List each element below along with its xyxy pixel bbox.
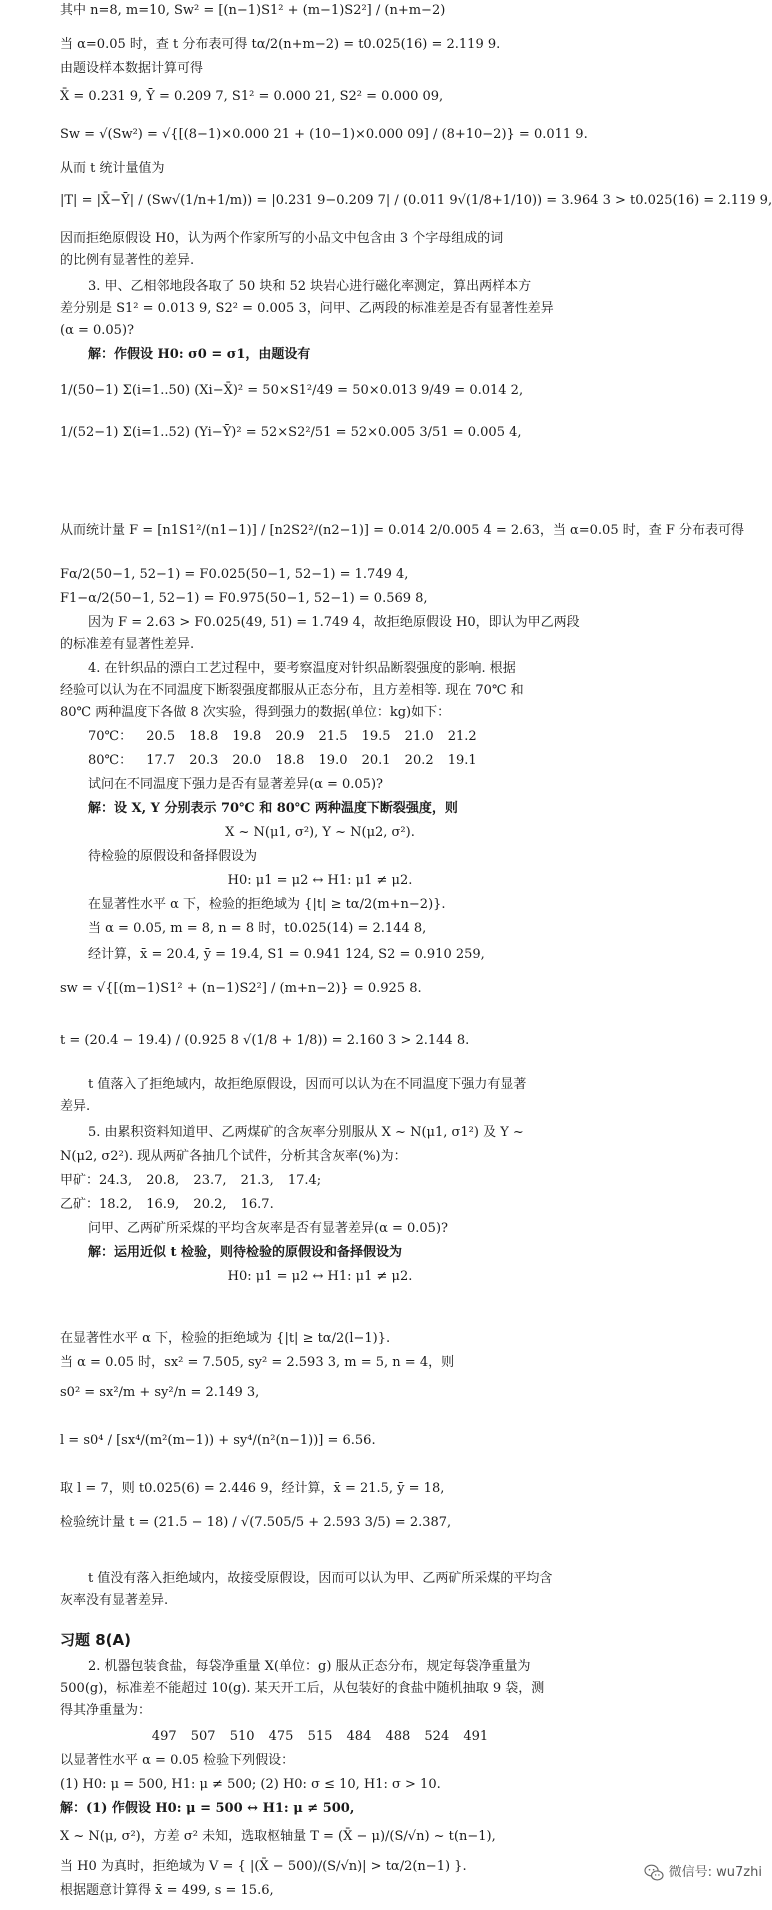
text-line: H0: μ1 = μ2 ↔ H1: μ1 ≠ μ2. <box>227 873 413 888</box>
text-line: 经计算，x̄ = 20.4, ȳ = 19.4, S1 = 0.941 124, S2 = 0.910 259, <box>88 947 485 962</box>
text-line: X ~ N(μ, σ²)，方差 σ² 未知，选取枢轴量 T = (X̄ − μ)/(S/√n) ~ t(n−1), <box>60 1829 496 1844</box>
text-line: 80℃： 17.7 20.3 20.0 18.8 19.0 20.1 20.2 19.1 <box>88 753 477 768</box>
text-line: 2. 机器包装食盐，每袋净重量 X(单位：g) 服从正态分布，规定每袋净重量为 <box>88 1659 531 1674</box>
text-line: 的比例有显著性的差异. <box>60 253 195 268</box>
text-line: X ~ N(μ1, σ²), Y ~ N(μ2, σ²). <box>225 825 415 840</box>
text-line: |T| = |X̄−Ȳ| / (Sw√(1/n+1/m)) = |0.231 9−0.209 7| / (0.011 9√(1/8+1/10)) = 3.964 3 > t0.025(16) = 2.119 9, <box>60 193 772 208</box>
text-line: 80℃ 两种温度下各做 8 次实验，得到强力的数据(单位：kg)如下： <box>60 705 451 720</box>
text-line: 差分别是 S1² = 0.013 9, S2² = 0.005 3，问甲、乙两段的标准差是否有显著性差异 <box>60 301 554 316</box>
text-line: 习题 8(A) <box>60 1631 131 1649</box>
text-line: 497 507 510 475 515 484 488 524 491 <box>151 1729 489 1744</box>
text-line: t 值落入了拒绝域内，故拒绝原假设，因而可以认为在不同温度下强力有显著 <box>88 1077 527 1092</box>
text-line: 5. 由累积资料知道甲、乙两煤矿的含灰率分别服从 X ~ N(μ1, σ1²) 及 Y ~ <box>88 1125 524 1140</box>
text-line: 解：运用近似 t 检验，则待检验的原假设和备择假设为 <box>88 1245 403 1260</box>
text-line: 4. 在针织品的漂白工艺过程中，要考察温度对针织品断裂强度的影响. 根据 <box>88 661 516 676</box>
text-line: 解：设 X, Y 分别表示 70℃ 和 80℃ 两种温度下断裂强度，则 <box>88 801 458 816</box>
text-line: 在显著性水平 α 下，检验的拒绝域为 {|t| ≥ tα/2(m+n−2)}. <box>88 897 446 912</box>
text-line: 解：(1) 作假设 H0: μ = 500 ↔ H1: μ ≠ 500, <box>60 1801 355 1816</box>
text-line: 甲矿：24.3, 20.8, 23.7, 21.3, 17.4; <box>60 1173 322 1188</box>
wechat-icon <box>644 1864 664 1882</box>
text-line: 差异. <box>60 1099 91 1114</box>
text-line: 从而 t 统计量值为 <box>60 161 165 176</box>
text-line: (α = 0.05)? <box>60 323 134 338</box>
text-line: (1) H0: μ = 500, H1: μ ≠ 500; (2) H0: σ ≤ 10, H1: σ > 10. <box>60 1777 441 1792</box>
text-line: 1/(50−1) Σ(i=1..50) (Xi−X̄)² = 50×S1²/49 = 50×0.013 9/49 = 0.014 2, <box>60 383 524 398</box>
text-line: 当 α=0.05 时，查 t 分布表可得 tα/2(n+m−2) = t0.025(16) = 2.119 9. <box>60 37 501 52</box>
text-line: 试问在不同温度下强力是否有显著差异(α = 0.05)? <box>88 777 383 792</box>
text-line: 问甲、乙两矿所采煤的平均含灰率是否有显著差异(α = 0.05)? <box>88 1221 448 1236</box>
text-line: 待检验的原假设和备择假设为 <box>88 849 258 864</box>
text-line: F1−α/2(50−1, 52−1) = F0.975(50−1, 52−1) = 0.569 8, <box>60 591 428 606</box>
text-line: Sw = √(Sw²) = √{[(8−1)×0.000 21 + (10−1)×0.000 09] / (8+10−2)} = 0.011 9. <box>60 127 588 142</box>
watermark-text: 微信号: wu7zhi <box>668 1865 762 1881</box>
text-line: 得其净重量为： <box>60 1703 152 1718</box>
text-line: N(μ2, σ2²). 现从两矿各抽几个试件，分析其含灰率(%)为： <box>60 1149 407 1164</box>
text-line: t = (20.4 − 19.4) / (0.925 8 √(1/8 + 1/8)) = 2.160 3 > 2.144 8. <box>60 1033 470 1048</box>
text-line: 从而统计量 F = [n1S1²/(n1−1)] / [n2S2²/(n2−1)] = 0.014 2/0.005 4 = 2.63，当 α=0.05 时，查 F 分布表可得 <box>60 523 745 538</box>
text-line: t 值没有落入拒绝域内，故接受原假设，因而可以认为甲、乙两矿所采煤的平均含 <box>88 1571 553 1586</box>
text-line: 因而拒绝原假设 H0，认为两个作家所写的小品文中包含由 3 个字母组成的词 <box>60 231 504 246</box>
text-line: 由题设样本数据计算可得 <box>60 61 204 76</box>
text-line: 70℃： 20.5 18.8 19.8 20.9 21.5 19.5 21.0 21.2 <box>88 729 477 744</box>
text-line: sw = √{[(m−1)S1² + (n−1)S2²] / (m+n−2)} = 0.925 8. <box>60 981 422 996</box>
text-line: 解：作假设 H0: σ0 = σ1，由题设有 <box>88 347 311 362</box>
text-line: 灰率没有显著差异. <box>60 1593 169 1608</box>
text-line: 经验可以认为在不同温度下断裂强度都服从正态分布，且方差相等. 现在 70℃ 和 <box>60 683 524 698</box>
text-line: 因为 F = 2.63 > F0.025(49, 51) = 1.749 4，故拒绝原假设 H0，即认为甲乙两段 <box>88 615 580 630</box>
text-line: X̄ = 0.231 9, Ȳ = 0.209 7, S1² = 0.000 21, S2² = 0.000 09, <box>60 89 444 104</box>
text-line: 3. 甲、乙相邻地段各取了 50 块和 52 块岩心进行磁化率测定，算出两样本方 <box>88 279 532 294</box>
text-line: Fα/2(50−1, 52−1) = F0.025(50−1, 52−1) = 1.749 4, <box>60 567 409 582</box>
watermark <box>644 1864 762 1882</box>
text-line: 根据题意计算得 x̄ = 499, s = 15.6, <box>60 1883 274 1898</box>
text-line: 以显著性水平 α = 0.05 检验下列假设： <box>60 1753 295 1768</box>
text-line: s0² = sx²/m + sy²/n = 2.149 3, <box>60 1385 260 1400</box>
text-line: 的标准差有显著性差异. <box>60 637 195 652</box>
text-line: 其中 n=8, m=10, Sw² = [(n−1)S1² + (m−1)S2²] / (n+m−2) <box>60 3 446 18</box>
text-line: 在显著性水平 α 下，检验的拒绝域为 {|t| ≥ tα/2(l−1)}. <box>60 1331 391 1346</box>
text-line: 乙矿：18.2, 16.9, 20.2, 16.7. <box>60 1197 274 1212</box>
text-line: 取 l = 7，则 t0.025(6) = 2.446 9，经计算，x̄ = 21.5, ȳ = 18, <box>60 1481 445 1496</box>
text-line: 检验统计量 t = (21.5 − 18) / √(7.505/5 + 2.593 3/5) = 2.387, <box>60 1515 452 1530</box>
text-line: H0: μ1 = μ2 ↔ H1: μ1 ≠ μ2. <box>227 1269 413 1284</box>
text-line: 当 α = 0.05 时，sx² = 7.505, sy² = 2.593 3, m = 5, n = 4，则 <box>60 1355 455 1370</box>
text-line: l = s0⁴ / [sx⁴/(m²(m−1)) + sy⁴/(n²(n−1))] = 6.56. <box>60 1433 376 1448</box>
text-line: 500(g)，标准差不能超过 10(g). 某天开工后，从包装好的食盐中随机抽取 9 袋，测 <box>60 1681 545 1696</box>
text-line: 1/(52−1) Σ(i=1..52) (Yi−Ȳ)² = 52×S2²/51 = 52×0.005 3/51 = 0.005 4, <box>60 425 522 440</box>
text-line: 当 H0 为真时，拒绝域为 V = { |(X̄ − 500)/(S/√n)| > tα/2(n−1) }. <box>60 1859 467 1874</box>
text-line: 当 α = 0.05, m = 8, n = 8 时，t0.025(14) = 2.144 8, <box>88 921 427 936</box>
